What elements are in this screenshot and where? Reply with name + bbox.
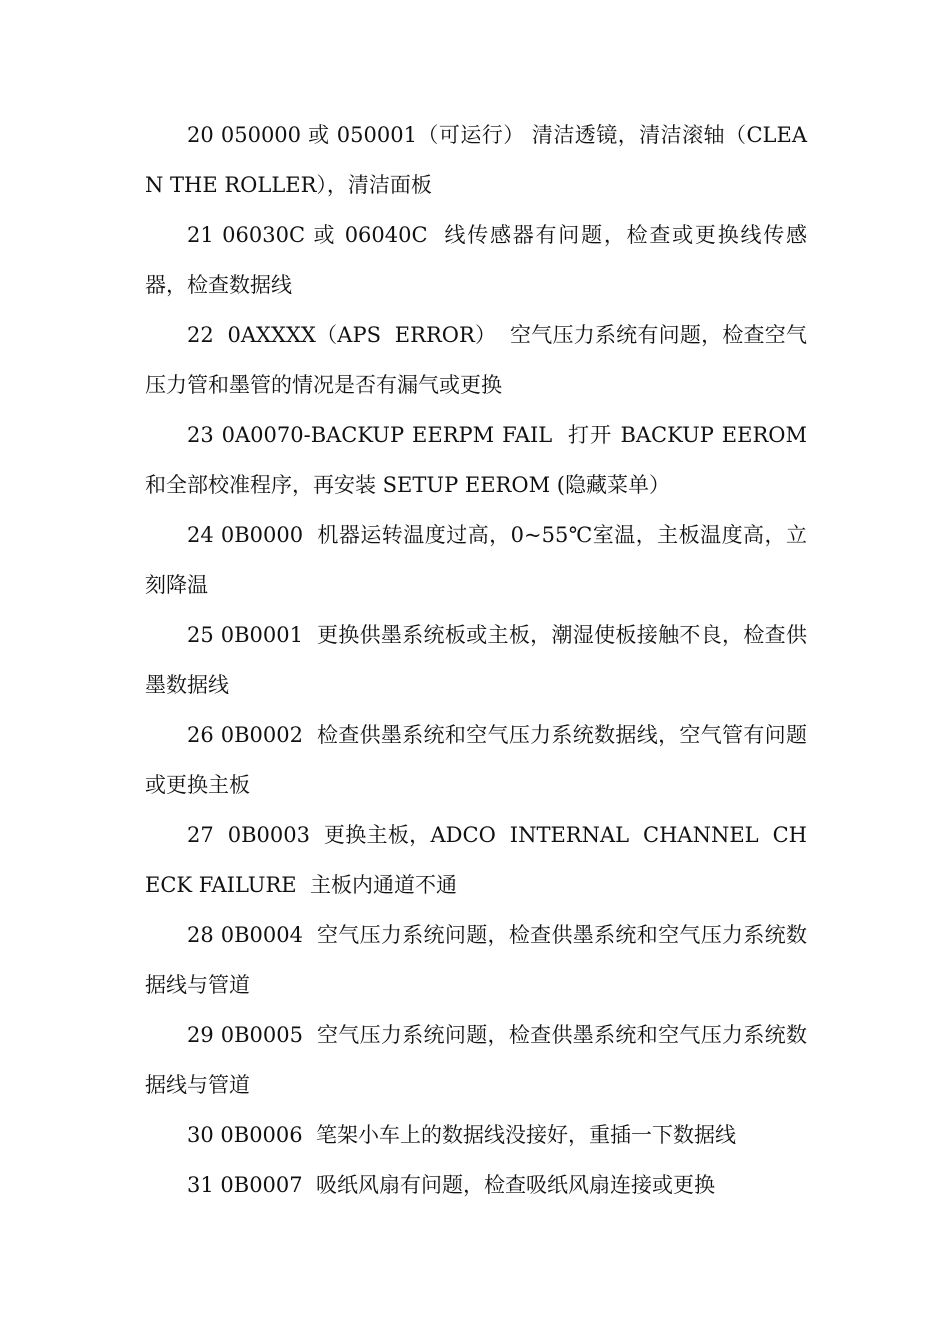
error-entry-25: 25 0B0001 更换供墨系统板或主板，潮湿使板接触不良，检查供墨数据线 — [145, 623, 807, 697]
error-entry-27: 27 0B0003 更换主板，ADCO INTERNAL CHANNEL CHECK FAILURE 主板内通道不通 — [145, 823, 807, 897]
error-entry-23: 23 0A0070-BACKUP EERPM FAIL 打开 BACKUP EEROM 和全部校准程序，再安装 SETUP EEROM (隐藏菜单） — [145, 423, 814, 497]
error-entry-28: 28 0B0004 空气压力系统问题，检查供墨系统和空气压力系统数据线与管道 — [145, 923, 807, 997]
error-entry-31: 31 0B0007 吸纸风扇有问题，检查吸纸风扇连接或更换 — [187, 1173, 715, 1197]
error-entry-26: 26 0B0002 检查供墨系统和空气压力系统数据线，空气管有问题或更换主板 — [145, 723, 807, 797]
error-entry-24: 24 0B0000 机器运转温度过高，0~55℃室温，主板温度高，立刻降温 — [145, 523, 807, 597]
error-entry-22: 22 0AXXXX（APS ERROR） 空气压力系统有问题，检查空气压力管和墨管的情况是否有漏气或更换 — [145, 323, 807, 397]
error-entry-21: 21 06030C 或 06040C 线传感器有问题，检查或更换线传感器，检查数据线 — [145, 223, 807, 297]
error-entry-20: 20 050000 或 050001（可运行） 清洁透镜，清洁滚轴（CLEAN THE ROLLER），清洁面板 — [145, 123, 807, 197]
document-page — [145, 110, 814, 1210]
error-entry-30: 30 0B0006 笔架小车上的数据线没接好，重插一下数据线 — [187, 1123, 736, 1147]
error-entry-29: 29 0B0005 空气压力系统问题，检查供墨系统和空气压力系统数据线与管道 — [145, 1023, 807, 1097]
